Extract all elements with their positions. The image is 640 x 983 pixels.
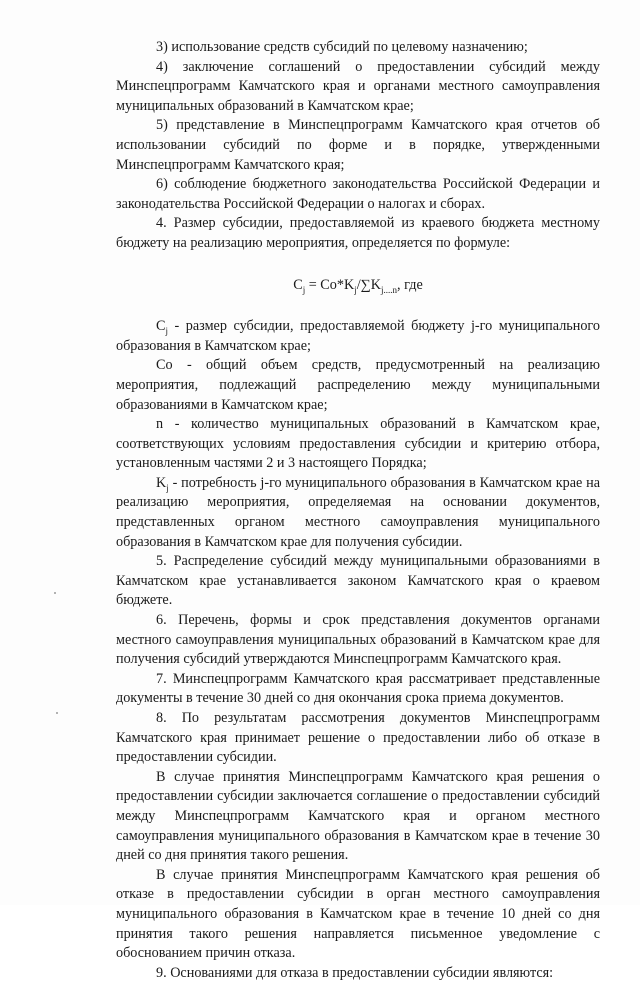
- scan-speck: [54, 592, 56, 594]
- definition-text: - количество муниципальных образований в Камчатском крае, соответствующих условиям предоставления субсидии и критерию отбора, установленным частями 2 и 3 настоящего Порядка;: [116, 416, 600, 472]
- symbol-letter: K: [156, 474, 167, 491]
- paragraph: В случае принятия Минспецпрограмм Камчатского края решения об отказе в предоставлении субсидии в орган местного самоуправления муниципального образования в Камчатском крае в течение 10 дней со дня принятия такого решения направляется письменное уведомление с обоснованием причин отказа.: [116, 866, 600, 962]
- formula-tail: , где: [397, 276, 423, 293]
- definition: [116, 415, 600, 474]
- subsidy-formula: [116, 276, 600, 296]
- paragraph: 4. Размер субсидии, предоставляемой из краевого бюджета местному бюджету на реализацию мероприятия, определяется по формуле:: [116, 215, 600, 251]
- definition-symbol: [156, 475, 169, 491]
- formula-eq: = Co*K: [305, 276, 355, 293]
- paragraph: В случае принятия Минспецпрограмм Камчатского края решения о предоставлении субсидии заключается соглашение о предоставлении субсидий между Минспецпрограмм Камчатского края и органом местного самоуправления муниципального образования в Камчатском крае в течение 30 дней со дня принятия такого решения.: [116, 768, 600, 864]
- symbol-sub: j: [165, 325, 168, 336]
- scan-speck: [56, 712, 58, 714]
- formula-sum: /∑K: [356, 276, 382, 293]
- paragraph: 5. Распределение субсидий между муниципальными образованиями в Камчатском крае устанавливается законом Камчатского края о краевом бюджете.: [116, 553, 600, 609]
- document-body: [116, 38, 600, 983]
- definition-text: - потребность j-го муниципального образования в Камчатском крае на реализацию мероприятия, определяемая на основании документов, представленных органом местного самоуправления муниципального образования в Камчатском крае для получения субсидии.: [116, 474, 600, 550]
- paragraph: 6. Перечень, формы и срок представления документов органами местного самоуправления муниципальных образований в Камчатском крае для получения субсидий утверждаются Минспецпрограмм Камчатского края.: [116, 612, 600, 668]
- definition-text: - размер субсидии, предоставляемой бюджету j-го муниципального образования в Камчатском крае;: [116, 318, 600, 354]
- definition-symbol: [156, 318, 168, 334]
- paragraph: 7. Минспецпрограмм Камчатского края рассматривает представленные документы в течение 30 дней со дня окончания срока приема документов.: [116, 670, 600, 707]
- paragraph: 4) заключение соглашений о предоставлении субсидий между Минспецпрограмм Камчатского края и органами местного самоуправления муниципальных образований в Камчатском крае;: [116, 58, 600, 114]
- formula-lhs-sub: j: [302, 284, 306, 295]
- paragraph: 5) представление в Минспецпрограмм Камчатского края отчетов об использовании субсидий по форме и в порядке, утвержденными Минспецпрограмм Камчатского края;: [116, 117, 600, 173]
- definition-text: - общий объем средств, предусмотренный на реализацию мероприятия, подлежащий распределению между муниципальными образованиями в Камчатском крае;: [116, 357, 600, 413]
- paragraph: 3) использование средств субсидий по целевому назначению;: [156, 39, 528, 55]
- definition-symbol: [156, 357, 173, 373]
- definition: [116, 317, 600, 356]
- symbol-letter: C: [156, 318, 166, 335]
- symbol-letter: n: [156, 416, 164, 433]
- paragraph: 8. По результатам рассмотрения документов Минспецпрограмм Камчатского края принимает решение о предоставлении либо об отказе в предоставлении субсидии.: [116, 710, 600, 766]
- definition: [116, 474, 600, 552]
- formula-k-sub: j: [354, 284, 357, 295]
- formula-sum-sub: j....n: [381, 284, 398, 295]
- symbol-letter: Co: [156, 357, 173, 374]
- symbol-sub: j: [166, 482, 169, 493]
- formula-lhs: C: [293, 276, 303, 293]
- paragraph: 9. Основаниями для отказа в предоставлении субсидии являются:: [156, 964, 554, 981]
- definition: [116, 356, 600, 415]
- paragraph: 6) соблюдение бюджетного законодательства Российской Федерации и законодательства Российской Федерации о налогах и сборах.: [116, 176, 600, 212]
